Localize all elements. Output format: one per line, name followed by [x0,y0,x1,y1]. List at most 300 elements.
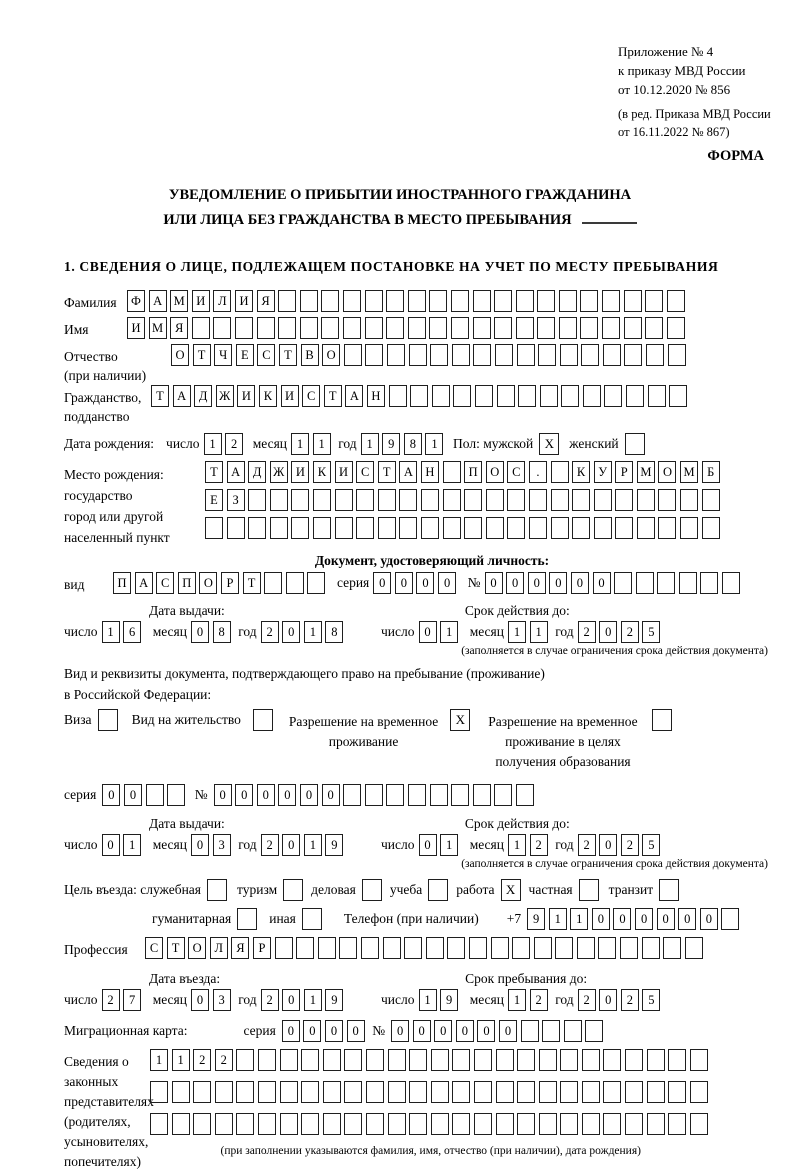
char-cell [521,1020,539,1042]
char-cell: 1 [304,834,322,856]
purpose-phone-row [64,908,800,930]
char-cell: 1 [291,433,309,455]
char-cell: К [259,385,277,407]
identity-doc-heading-row [64,550,800,569]
migration-card-label: Миграционная карта: [64,1023,188,1038]
char-cell: 0 [322,784,340,806]
char-cell: 0 [506,572,524,594]
char-cell: И [281,385,299,407]
char-cell: 0 [391,1020,409,1042]
char-cell: 0 [528,572,546,594]
char-cell: 2 [621,989,639,1011]
resident-doc-heading-row [64,666,800,682]
char-cell [386,317,404,339]
permit-issue-date-label: Дата выдачи: [149,816,225,831]
char-cell: 2 [530,989,548,1011]
char-cell: 0 [571,572,589,594]
char-cell [387,344,405,366]
char-cell: К [313,461,331,483]
char-cell: Я [170,317,188,339]
char-cell [496,1049,514,1071]
char-cell: 1 [313,433,331,455]
char-cell: Т [167,937,185,959]
char-cell [431,1049,449,1071]
char-cell: 0 [635,908,653,930]
char-cell [512,937,530,959]
given-name-label: Имя [64,322,89,337]
char-cell [426,937,444,959]
char-cell [257,317,275,339]
char-cell [722,572,740,594]
char-cell: О [199,572,217,594]
mig-number-cells [391,1020,607,1042]
char-cell [645,290,663,312]
char-cell: К [572,461,590,483]
char-cell: Т [205,461,223,483]
month-label: месяц [469,837,504,852]
char-cell [452,1113,470,1135]
char-cell [361,937,379,959]
entry-day-cells [102,989,145,1011]
surname-cells [127,290,688,312]
char-cell [540,385,558,407]
appendix-reference [618,42,771,141]
char-cell: 0 [102,784,120,806]
given-name-row [64,317,800,339]
char-cell: У [594,461,612,483]
birth-place-row2-cells [205,489,723,511]
char-cell: 0 [416,572,434,594]
char-cell [529,489,547,511]
char-cell [637,517,655,539]
doc-kind-cells [113,572,329,594]
char-cell [668,1081,686,1103]
char-cell [602,317,620,339]
char-cell [474,1113,492,1135]
char-cell: 2 [578,621,596,643]
char-cell: 0 [678,908,696,930]
char-cell [473,290,491,312]
char-cell [291,517,309,539]
char-cell [559,290,577,312]
doc-valid-until-label: Срок действия до: [464,603,570,618]
char-cell [146,784,164,806]
char-cell: Е [236,344,254,366]
char-cell: И [335,461,353,483]
char-cell [366,1113,384,1135]
char-cell [497,385,515,407]
char-cell: И [192,290,210,312]
birth-place-cellrows [205,461,723,545]
char-cell [564,1020,582,1042]
resident-doc-heading-line2: в Российской Федерации: [64,687,212,702]
patronymic-label: Отчество (при наличии) [64,349,147,383]
char-cell: Н [421,461,439,483]
sex-male-label: Пол: мужской [453,436,534,451]
char-cell [447,937,465,959]
purpose-business-checkbox [362,879,382,901]
residence-permit-checkbox [253,709,273,731]
char-cell [474,1081,492,1103]
purpose-other-label: иная [269,911,296,926]
char-cell [270,489,288,511]
month-label: месяц [469,624,504,639]
char-cell [580,290,598,312]
permit-dates-row [64,834,800,856]
char-cell: И [237,385,255,407]
char-cell [494,784,512,806]
char-cell [365,784,383,806]
char-cell [258,1049,276,1071]
char-cell [585,1020,603,1042]
male-checkbox: X [539,433,559,455]
char-cell: Н [367,385,385,407]
char-cell: И [291,461,309,483]
permit-valid-day-cells [419,834,462,856]
char-cell: С [356,461,374,483]
char-cell [452,344,470,366]
char-cell: 1 [425,433,443,455]
purpose-transit-checkbox [659,879,679,901]
char-cell: 7 [123,989,141,1011]
char-cell: 3 [213,989,231,1011]
profession-cells [145,937,706,959]
doc-valid-note-row [64,645,768,657]
char-cell [542,1020,560,1042]
char-cell [307,572,325,594]
identity-doc-heading: Документ, удостоверяющий личность: [314,553,550,568]
char-cell [386,784,404,806]
appendix-line: от 10.12.2020 № 856 [618,82,731,97]
char-cell [429,317,447,339]
char-cell [430,344,448,366]
char-cell: 1 [361,433,379,455]
char-cell [344,1049,362,1071]
char-cell: А [173,385,191,407]
char-cell [258,1081,276,1103]
char-cell: 0 [282,989,300,1011]
char-cell [551,517,569,539]
appendix-line: к приказу МВД России [618,63,746,78]
entry-dates-header-row [64,968,800,987]
amendment-line: от 16.11.2022 № 867) [618,125,730,139]
char-cell [560,1081,578,1103]
char-cell [473,317,491,339]
char-cell [343,317,361,339]
char-cell [301,1049,319,1071]
char-cell: 5 [642,621,660,643]
char-cell [280,1113,298,1135]
char-cell [167,784,185,806]
char-cell [615,517,633,539]
char-cell [555,937,573,959]
char-cell [389,385,407,407]
char-cell [583,385,601,407]
patronymic-row [64,344,800,385]
purpose-transit-label: транзит [608,882,654,897]
char-cell [507,517,525,539]
char-cell: 2 [578,834,596,856]
char-cell [172,1081,190,1103]
char-cell [721,908,739,930]
char-cell [516,784,534,806]
char-cell: И [127,317,145,339]
char-cell [517,1081,535,1103]
char-cell: 0 [325,1020,343,1042]
doc-issue-date-label: Дата выдачи: [149,603,225,618]
profession-label: Профессия [64,942,128,957]
purpose-work-label: работа [456,882,495,897]
char-cell: 2 [261,621,279,643]
birth-year-cells [361,433,447,455]
doc-series-label: серия [336,575,370,590]
doc-valid-day-cells [419,621,462,643]
char-cell [464,489,482,511]
char-cell [602,290,620,312]
char-cell [431,1081,449,1103]
char-cell [323,1113,341,1135]
char-cell: 1 [440,621,458,643]
birth-day-cells [204,433,247,455]
residence-permit-label: Вид на жительство [131,712,241,727]
char-cell [365,344,383,366]
char-cell [409,344,427,366]
char-cell [494,317,512,339]
char-cell [572,489,590,511]
doc-number-label: № [467,575,481,590]
char-cell [625,1113,643,1135]
char-cell: 1 [570,908,588,930]
char-cell: Р [253,937,271,959]
char-cell [227,517,245,539]
birth-month-cells [291,433,334,455]
purpose-official-checkbox [207,879,227,901]
char-cell: А [227,461,245,483]
char-cell: 0 [593,572,611,594]
char-cell [603,1113,621,1135]
char-cell [667,290,685,312]
char-cell: 9 [325,834,343,856]
year-label: год [555,992,574,1007]
permit-number-cells [214,784,538,806]
char-cell [451,317,469,339]
char-cell [702,489,720,511]
char-cell [386,290,404,312]
day-label: число [166,436,200,451]
year-label: год [555,624,574,639]
section1-heading: 1. СВЕДЕНИЯ О ЛИЦЕ, ПОДЛЕЖАЩЕМ ПОСТАНОВКЕ НА УЧЕТ ПО МЕСТУ ПРЕБЫВАНИЯ [64,259,719,274]
char-cell [577,937,595,959]
char-cell [388,1081,406,1103]
doc-kind-label: вид [64,577,85,592]
representatives-right-col [150,1049,711,1157]
char-cell: 1 [508,834,526,856]
char-cell [551,489,569,511]
representatives-row2-cells [150,1081,711,1103]
representatives-note: (при заполнении указываются фамилия, имя, отчество (при наличии), дата рождения) [220,1145,641,1157]
phone-prefix: +7 [506,911,522,926]
char-cell: 0 [235,784,253,806]
stay-year-cells [578,989,664,1011]
char-cell [452,1049,470,1071]
char-cell [491,937,509,959]
permit-series-cells [102,784,188,806]
char-cell: Д [194,385,212,407]
char-cell: 0 [373,572,391,594]
char-cell [343,290,361,312]
char-cell [680,517,698,539]
char-cell [572,517,590,539]
entry-dates-row [64,989,800,1011]
char-cell [680,489,698,511]
char-cell [443,461,461,483]
char-cell: 0 [282,834,300,856]
purpose-humanitarian-label: гуманитарная [152,911,232,926]
permit-series-row [64,784,800,806]
char-cell: 0 [191,834,209,856]
year-label: год [238,992,257,1007]
day-label: число [381,992,415,1007]
char-cell [473,784,491,806]
char-cell: Ч [214,344,232,366]
char-cell [286,572,304,594]
char-cell [603,1049,621,1071]
char-cell [193,1113,211,1135]
char-cell [432,385,450,407]
char-cell: Т [243,572,261,594]
char-cell: 0 [499,1020,517,1042]
char-cell [248,489,266,511]
char-cell [172,1113,190,1135]
char-cell [301,1081,319,1103]
char-cell [582,1081,600,1103]
char-cell: 0 [438,572,456,594]
char-cell [517,1049,535,1071]
profession-row [64,937,800,959]
char-cell: 0 [282,621,300,643]
char-cell: 2 [193,1049,211,1071]
char-cell [647,1113,665,1135]
char-cell [278,317,296,339]
char-cell [624,317,642,339]
char-cell [561,385,579,407]
char-cell [560,344,578,366]
char-cell: 1 [304,621,322,643]
permit-valid-note-row [64,858,768,870]
identity-doc-row [64,572,800,594]
char-cell: 0 [413,1020,431,1042]
char-cell [343,784,361,806]
char-cell [658,489,676,511]
char-cell [344,344,362,366]
char-cell: 1 [172,1049,190,1071]
char-cell [690,1081,708,1103]
char-cell [615,489,633,511]
entry-year-cells [261,989,347,1011]
permit-valid-year-cells [578,834,664,856]
char-cell [323,1049,341,1071]
char-cell [647,1049,665,1071]
char-cell [335,489,353,511]
char-cell [365,317,383,339]
citizenship-row [64,385,800,426]
day-label: число [381,837,415,852]
char-cell: М [149,317,167,339]
char-cell [624,344,642,366]
permit-valid-until-label: Срок действия до: [464,816,570,831]
char-cell [300,317,318,339]
resident-doc-heading-line1: Вид и реквизиты документа, подтверждающего право на пребывание (проживание) [64,666,545,681]
female-checkbox [625,433,645,455]
char-cell: С [302,385,320,407]
char-cell [668,1049,686,1071]
char-cell [280,1081,298,1103]
char-cell [335,517,353,539]
patronymic-cells [171,344,689,366]
char-cell [625,1081,643,1103]
day-label: число [64,992,98,1007]
char-cell [539,1113,557,1135]
char-cell [594,517,612,539]
purpose-tourism-checkbox [283,879,303,901]
purpose-other-checkbox [302,908,322,930]
purpose-business-label: деловая [311,882,356,897]
char-cell [685,937,703,959]
purpose-private-checkbox [579,879,599,901]
char-cell: 2 [225,433,243,455]
char-cell: И [235,290,253,312]
char-cell: В [301,344,319,366]
char-cell: 0 [257,784,275,806]
char-cell: 0 [485,572,503,594]
doc-valid-note: (заполняется в случае ограничения срока действия документа) [461,645,768,657]
char-cell [356,489,374,511]
char-cell [321,317,339,339]
char-cell: 1 [508,621,526,643]
char-cell [657,572,675,594]
char-cell: 5 [642,834,660,856]
char-cell [598,937,616,959]
char-cell [496,1113,514,1135]
doc-valid-year-cells [578,621,664,643]
citizenship-cells [151,385,691,407]
char-cell [517,1113,535,1135]
amendment-line: (в ред. Приказа МВД России [618,107,771,121]
char-cell: 0 [549,572,567,594]
permit-valid-month-cells [508,834,551,856]
char-cell [560,1113,578,1135]
stay-day-cells [419,989,462,1011]
char-cell [192,317,210,339]
char-cell: Т [324,385,342,407]
temp-residence-checkbox: X [450,709,470,731]
doc-dates-header-row [64,600,800,619]
char-cell: Ж [216,385,234,407]
char-cell: П [178,572,196,594]
char-cell: 2 [215,1049,233,1071]
char-cell [637,489,655,511]
form-title-line1: УВЕДОМЛЕНИЕ О ПРИБЫТИИ ИНОСТРАННОГО ГРАЖДАНИНА [168,187,632,203]
char-cell [486,489,504,511]
char-cell: М [170,290,188,312]
char-cell [624,290,642,312]
char-cell [215,1081,233,1103]
char-cell: 0 [657,908,675,930]
char-cell: 1 [419,989,437,1011]
char-cell: Л [213,290,231,312]
char-cell: 0 [191,989,209,1011]
char-cell [646,344,664,366]
